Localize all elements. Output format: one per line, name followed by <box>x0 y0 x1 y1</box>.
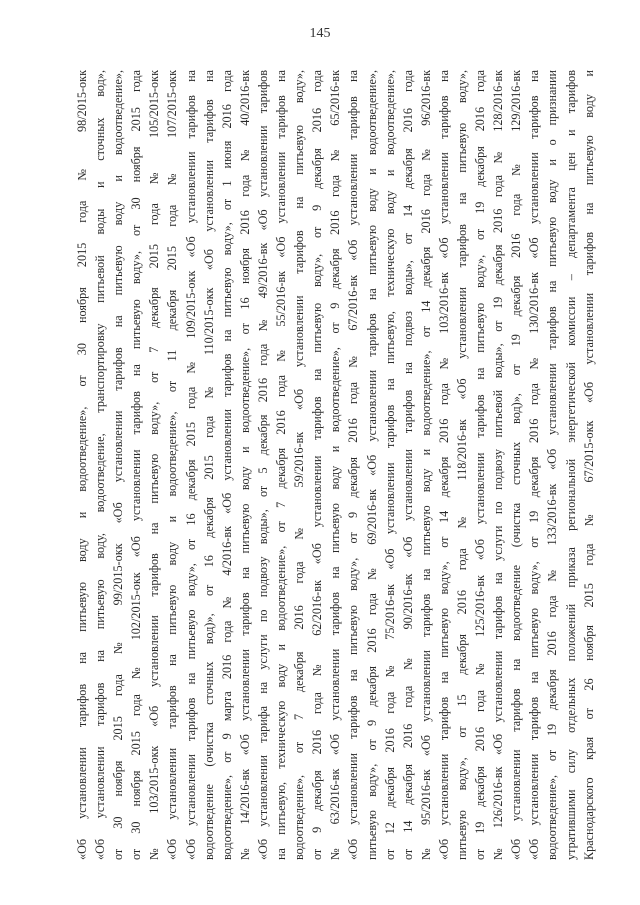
text-line: № 63/2016-вк «Об установлении тарифов на питьевую воду и водоотведение», от 9 декабря 2016 года № 65/2016-вк <box>328 70 343 860</box>
text-line: «Об установлении тарифов на питьевую воду и водоотведение», от 30 ноября 2015 года № 98/2015-окк <box>75 70 89 860</box>
text-line: «Об установлении тарифов на питьевую воду, водоотведение, транспортировку питьевой воды и сточных вод», <box>93 70 108 860</box>
text-line: водоотведение», от 19 декабря 2016 года № 133/2016-вк «Об установлении тарифов на питьевую воду и о признании <box>545 70 560 860</box>
text-line: от 30 ноября 2015 года № 102/2015-окк «Об установлении тарифов на питьевую воду», от 30 ноября 2015 года <box>129 70 144 860</box>
text-line: водоотведение (очистка сточных вод)», от 16 декабря 2015 года № 110/2015-окк «Об установлении тарифов на <box>201 70 216 860</box>
text-line: утратившими силу отдельных положений приказа региональной энергетической комиссии – департамента цен и тарифов <box>563 70 578 860</box>
text-line: водоотведение», от 9 марта 2016 года № 4/2016-вк «Об установлении тарифов на питьевую воду», от 1 июня 2016 года <box>219 70 234 860</box>
text-line: от 19 декабря 2016 года № 125/2016-вк «Об установлении тарифов на питьевую воду», от 19 декабря 2016 года <box>473 70 488 860</box>
text-line: «Об установлении тарифов на питьевую воду», от 16 декабря 2015 года № 109/2015-окк «Об установлении тарифов на <box>183 70 198 860</box>
text-line: «Об установлении тарифа на услуги по подвозу воды», от 5 декабря 2016 года № 49/2016-вк «Об установлении тарифов <box>255 70 270 860</box>
text-line: «Об установлении тарифов на питьевую воду», от 14 декабря 2016 года № 103/2016-вк «Об установлении тарифов на <box>436 70 451 860</box>
text-line: № 126/2016-вк «Об установлении тарифов на услуги по подвозу питьевой воды», от 19 декабря 2016 года № 128/2016-вк <box>491 70 506 860</box>
document-body <box>73 70 596 860</box>
text-line: питьевую воду», от 15 декабря 2016 года № 118/2016-вк «Об установлении тарифов на питьевую воду», <box>454 70 469 860</box>
text-line: № 103/2015-окк «Об установлении тарифов на питьевую воду», от 7 декабря 2015 года № 105/2015-окк <box>147 70 162 860</box>
text-line: «Об установлении тарифов на питьевую воду и водоотведение», от 11 декабря 2015 года № 107/2015-окк <box>165 70 180 860</box>
text-line: от 14 декабря 2016 года № 90/2016-вк «Об установлении тарифов на подвоз воды», от 14 декабря 2016 года <box>400 70 415 860</box>
text-line: № 95/2016-вк «Об установлении тарифов на питьевую воду и водоотведение», от 14 декабря 2016 года № 96/2016-вк <box>418 70 433 860</box>
text-line: «Об установлении тарифов на питьевую воду», от 9 декабря 2016 года № 67/2016-вк «Об установлении тарифов на <box>346 70 361 860</box>
rotated-text-area <box>73 70 596 860</box>
text-line: от 9 декабря 2016 года № 62/2016-вк «Об установлении тарифов на питьевую воду», от 9 декабря 2016 года <box>310 70 325 860</box>
text-line: на питьевую, техническую воду и водоотведение», от 7 декабря 2016 года № 55/2016-вк «Об установлении тарифов на <box>274 70 289 860</box>
text-line: Краснодарского края от 26 ноября 2015 года № 67/2015-окк «Об установлении тарифов на питьевую воду и <box>581 70 596 860</box>
text-line: «Об установлении тарифов на водоотведение (очистка сточных вод)», от 19 декабря 2016 года № 129/2016-вк <box>509 70 524 860</box>
text-line: питьевую воду», от 9 декабря 2016 года № 69/2016-вк «Об установлении тарифов на питьевую воду и водоотведение», <box>364 70 379 860</box>
text-line: № 14/2016-вк «Об установлении тарифов на питьевую воду и водоотведение», от 16 ноября 2016 года № 40/2016-вк <box>237 70 252 860</box>
page-number: 145 <box>309 26 331 41</box>
text-line: от 30 ноября 2015 года № 99/2015-окк «Об установлении тарифов на питьевую воду и водоотведение», <box>111 70 126 860</box>
text-line: «Об установлении тарифов на питьевую воду», от 19 декабря 2016 года № 130/2016-вк «Об установлении тарифов на <box>527 70 542 860</box>
text-line: водоотведение», от 7 декабря 2016 года № 59/2016-вк «Об установлении тарифов на питьевую воду», <box>292 70 307 860</box>
text-line: от 12 декабря 2016 года № 75/2016-вк «Об установлении тарифов на питьевую, техническую воду и водоотведение», <box>382 70 397 860</box>
